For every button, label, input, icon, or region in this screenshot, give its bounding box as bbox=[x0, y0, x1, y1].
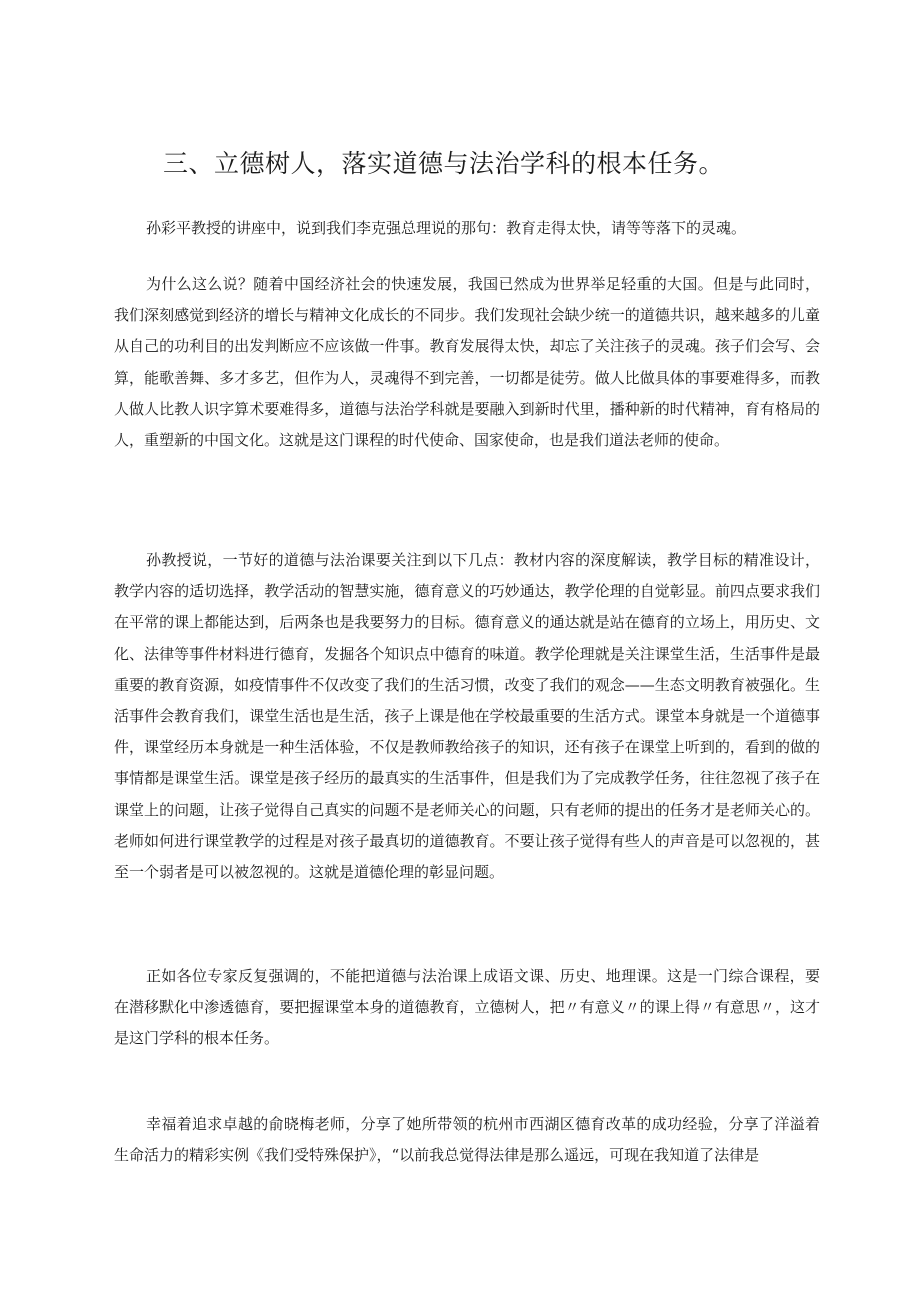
paragraph-3: 孙教授说，一节好的道德与法治课要关注到以下几点：教材内容的深度解读，教学目标的精准设计，教学内容的适切选择，教学活动的智慧实施，德育意义的巧妙通达，教学伦理的自觉彰显。前四点要求我们在平常的课上都能达到，后两条也是我要努力的目标。德育意义的通达就是站在德育的立场上，用历史、文化、法律等事件材料进行德育，发掘各个知识点中德育的味道。教学伦理就是关注课堂生活，生活事件是最重要的教育资源，如疫情事件不仅改变了我们的生活习惯，改变了我们的观念——生态文明教育被强化。生活事件会教育我们，课堂生活也是生活，孩子上课是他在学校最重要的生活方式。课堂本身就是一个道德事件，课堂经历本身就是一种生活体验，不仅是教师教给孩子的知识，还有孩子在课堂上听到的，看到的做的事情都是课堂生活。课堂是孩子经历的最真实的生活事件，但是我们为了完成教学任务，往往忽视了孩子在课堂上的问题，让孩子觉得自己真实的问题不是老师关心的问题，只有老师的提出的任务才是老师关心的。老师如何进行课堂教学的过程是对孩子最真切的道德教育。不要让孩子觉得有些人的声音是可以忽视的，甚至一个弱者是可以被忽视的。这就是道德伦理的彰显问题。 bbox=[114, 551, 820, 882]
section-heading: 三、立德树人，落实道德与法治学科的根本任务。 bbox=[163, 149, 725, 178]
paragraph-4: 正如各位专家反复强调的，不能把道德与法治课上成语文课、历史、地理课。这是一门综合课程，要在潜移默化中渗透德育，要把握课堂本身的道德教育，立德树人，把〃有意义〃的课上得〃有意思〃，这才是这门学科的根本任务。 bbox=[114, 967, 820, 1048]
paragraph-2: 为什么这么说？随着中国经济社会的快速发展，我国已然成为世界举足轻重的大国。但是与此同时，我们深刻感觉到经济的增长与精神文化成长的不同步。我们发现社会缺少统一的道德共识，越来越多的儿童从自己的功利目的出发判断应不应该做一件事。教育发展得太快，却忘了关注孩子的灵魂。孩子们会写、会算，能歌善舞、多才多艺，但作为人，灵魂得不到完善，一切都是徒劳。做人比做具体的事要难得多，而教人做人比教人识字算术要难得多，道德与法治学科就是要融入到新时代里，播种新的时代精神，育有格局的人，重塑新的中国文化。这就是这门课程的时代使命、国家使命，也是我们道法老师的使命。 bbox=[114, 275, 820, 450]
paragraph-5: 幸福着追求卓越的俞晓梅老师，分享了她所带领的杭州市西湖区德育改革的成功经验，分享了洋溢着生命活力的精彩实例《我们受特殊保护》，“以前我总觉得法律是那么遥远，可现在我知道了法律是 bbox=[114, 1115, 820, 1165]
paragraph-1: 孙彩平教授的讲座中，说到我们李克强总理说的那句：教育走得太快，请等等落下的灵魂。 bbox=[146, 219, 747, 237]
